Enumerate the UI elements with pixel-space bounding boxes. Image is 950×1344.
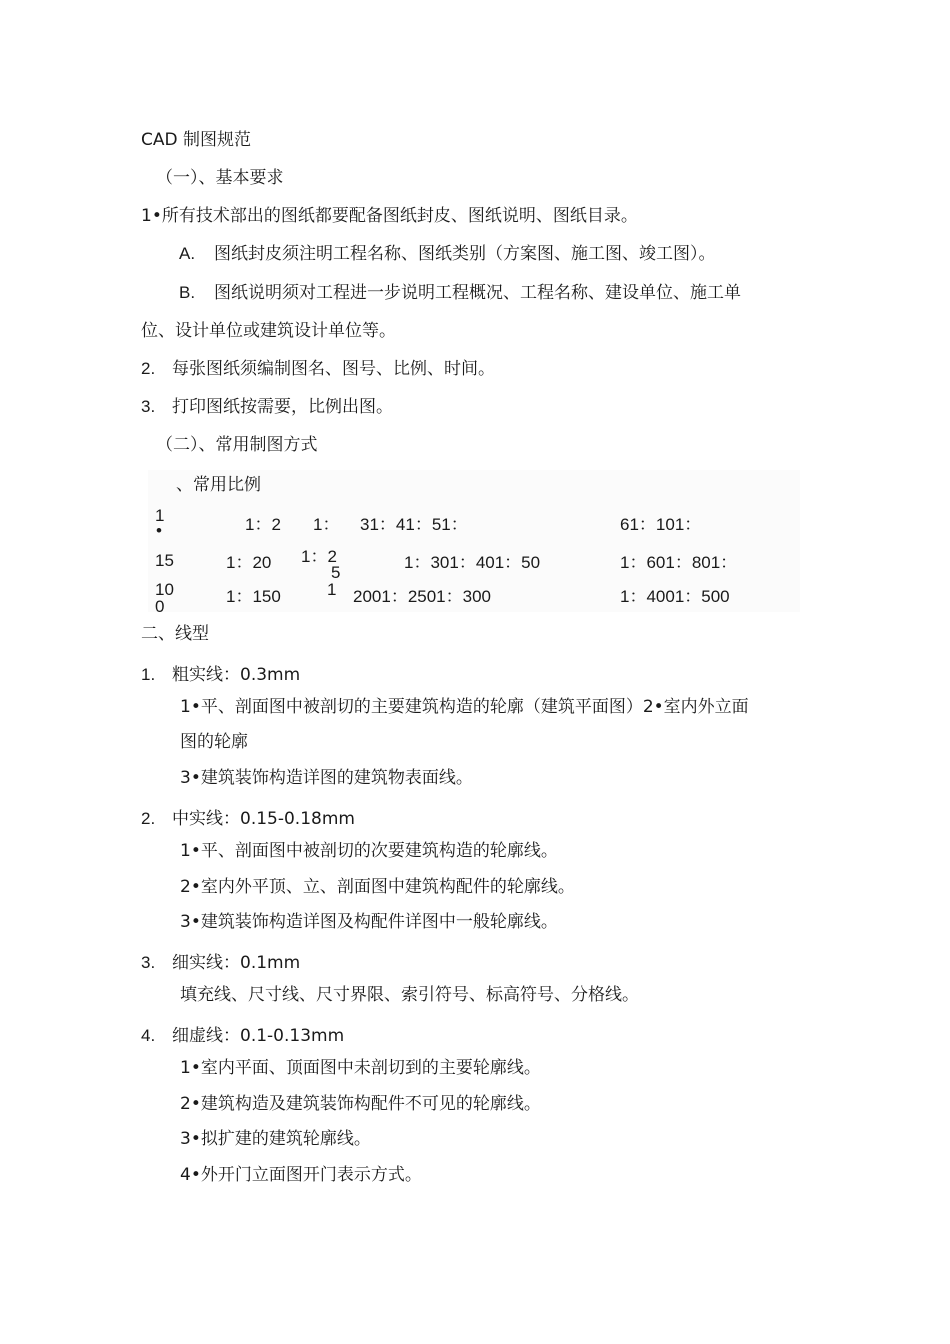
ratio-cell: 5 [331, 563, 341, 582]
requirement-item-2-label: 2. [141, 359, 156, 378]
line-type-1-label: 1. [141, 665, 156, 684]
line-types-heading: 二、线型 [141, 624, 209, 644]
common-ratios-heading: 、常用比例 [176, 475, 261, 495]
line-type-3-label: 3. [141, 953, 156, 972]
line-type-4-desc: 4•外开门立面图开门表示方式。 [180, 1165, 422, 1185]
ratio-cell: 1 [327, 580, 337, 599]
ratio-cell: 1 [155, 506, 165, 525]
ratio-cell: 1：2 [301, 547, 337, 566]
line-type-2-desc: 3•建筑装饰构造详图及构配件详图中一般轮廓线。 [180, 912, 558, 932]
requirement-item-2-text: 每张图纸须编制图名、图号、比例、时间。 [172, 359, 495, 379]
line-type-1-title: 粗实线：0.3mm [172, 665, 301, 685]
requirement-item-b-text: 图纸说明须对工程进一步说明工程概况、工程名称、建设单位、施工单 [214, 283, 741, 303]
ratio-cell: 1：601：801： [620, 553, 738, 572]
line-type-1-desc: 3•建筑装饰构造详图的建筑物表面线。 [180, 768, 473, 788]
line-type-2-desc: 1•平、剖面图中被剖切的次要建筑构造的轮廓线。 [180, 841, 558, 861]
requirement-item-3-label: 3. [141, 397, 156, 416]
ratio-cell: 0 [155, 597, 165, 612]
line-type-2-label: 2. [141, 809, 156, 828]
requirement-item-3-text: 打印图纸按需要，比例出图。 [172, 397, 393, 417]
line-type-2-title: 中实线：0.15-0.18mm [172, 809, 355, 829]
ratio-cell: 10 [155, 580, 174, 599]
line-type-4-desc: 3•拟扩建的建筑轮廓线。 [180, 1129, 371, 1149]
line-type-4-desc: 2•建筑构造及建筑装饰构配件不可见的轮廓线。 [180, 1094, 541, 1114]
ratio-cell: 31：41：51： [360, 515, 468, 534]
ratio-cell: 1：4001：500 [620, 587, 730, 606]
requirement-item-a-label: A. [179, 244, 196, 263]
line-type-1-desc: 1•平、剖面图中被剖切的主要建筑构造的轮廓（建筑平面图）2•室内外立面 [180, 697, 749, 717]
ratio-cell: 61：101： [620, 515, 702, 534]
line-type-1-desc-continuation: 图的轮廓 [180, 732, 248, 752]
ratio-cell: 1：150 [226, 587, 281, 606]
requirement-item-b-label: B. [179, 283, 196, 302]
line-type-3-desc: 填充线、尺寸线、尺寸界限、索引符号、标高符号、分格线。 [180, 985, 639, 1005]
requirement-item-1: 1•所有技术部出的图纸都要配备图纸封皮、图纸说明、图纸目录。 [141, 206, 638, 226]
ratio-cell: 1： [313, 515, 340, 534]
ratio-cell: • [156, 521, 162, 540]
requirement-item-b-continuation: 位、设计单位或建筑设计单位等。 [141, 321, 396, 341]
section-basic-requirements-heading: （一）、基本要求 [156, 168, 284, 188]
line-type-3-title: 细实线：0.1mm [172, 953, 301, 973]
ratio-cell: 15 [155, 551, 174, 570]
requirement-item-a-text: 图纸封皮须注明工程名称、图纸类别（方案图、施工图、竣工图）。 [214, 244, 716, 264]
line-type-2-desc: 2•室内外平顶、立、剖面图中建筑构配件的轮廓线。 [180, 877, 575, 897]
ratio-cell: 2001：2501：300 [353, 587, 492, 606]
line-type-4-label: 4. [141, 1026, 156, 1045]
ratio-cell: 1：301：401：50 [404, 553, 541, 572]
ratio-cell: 1：20 [226, 553, 272, 572]
line-type-4-title: 细虚线：0.1-0.13mm [172, 1026, 345, 1046]
ratio-cell: 1：2 [245, 515, 281, 534]
section-drawing-methods-heading: （二）、常用制图方式 [156, 435, 318, 455]
line-type-4-desc: 1•室内平面、顶面图中未剖切到的主要轮廓线。 [180, 1058, 541, 1078]
common-ratios-block [148, 470, 800, 612]
document-title: CAD 制图规范 [141, 130, 251, 150]
